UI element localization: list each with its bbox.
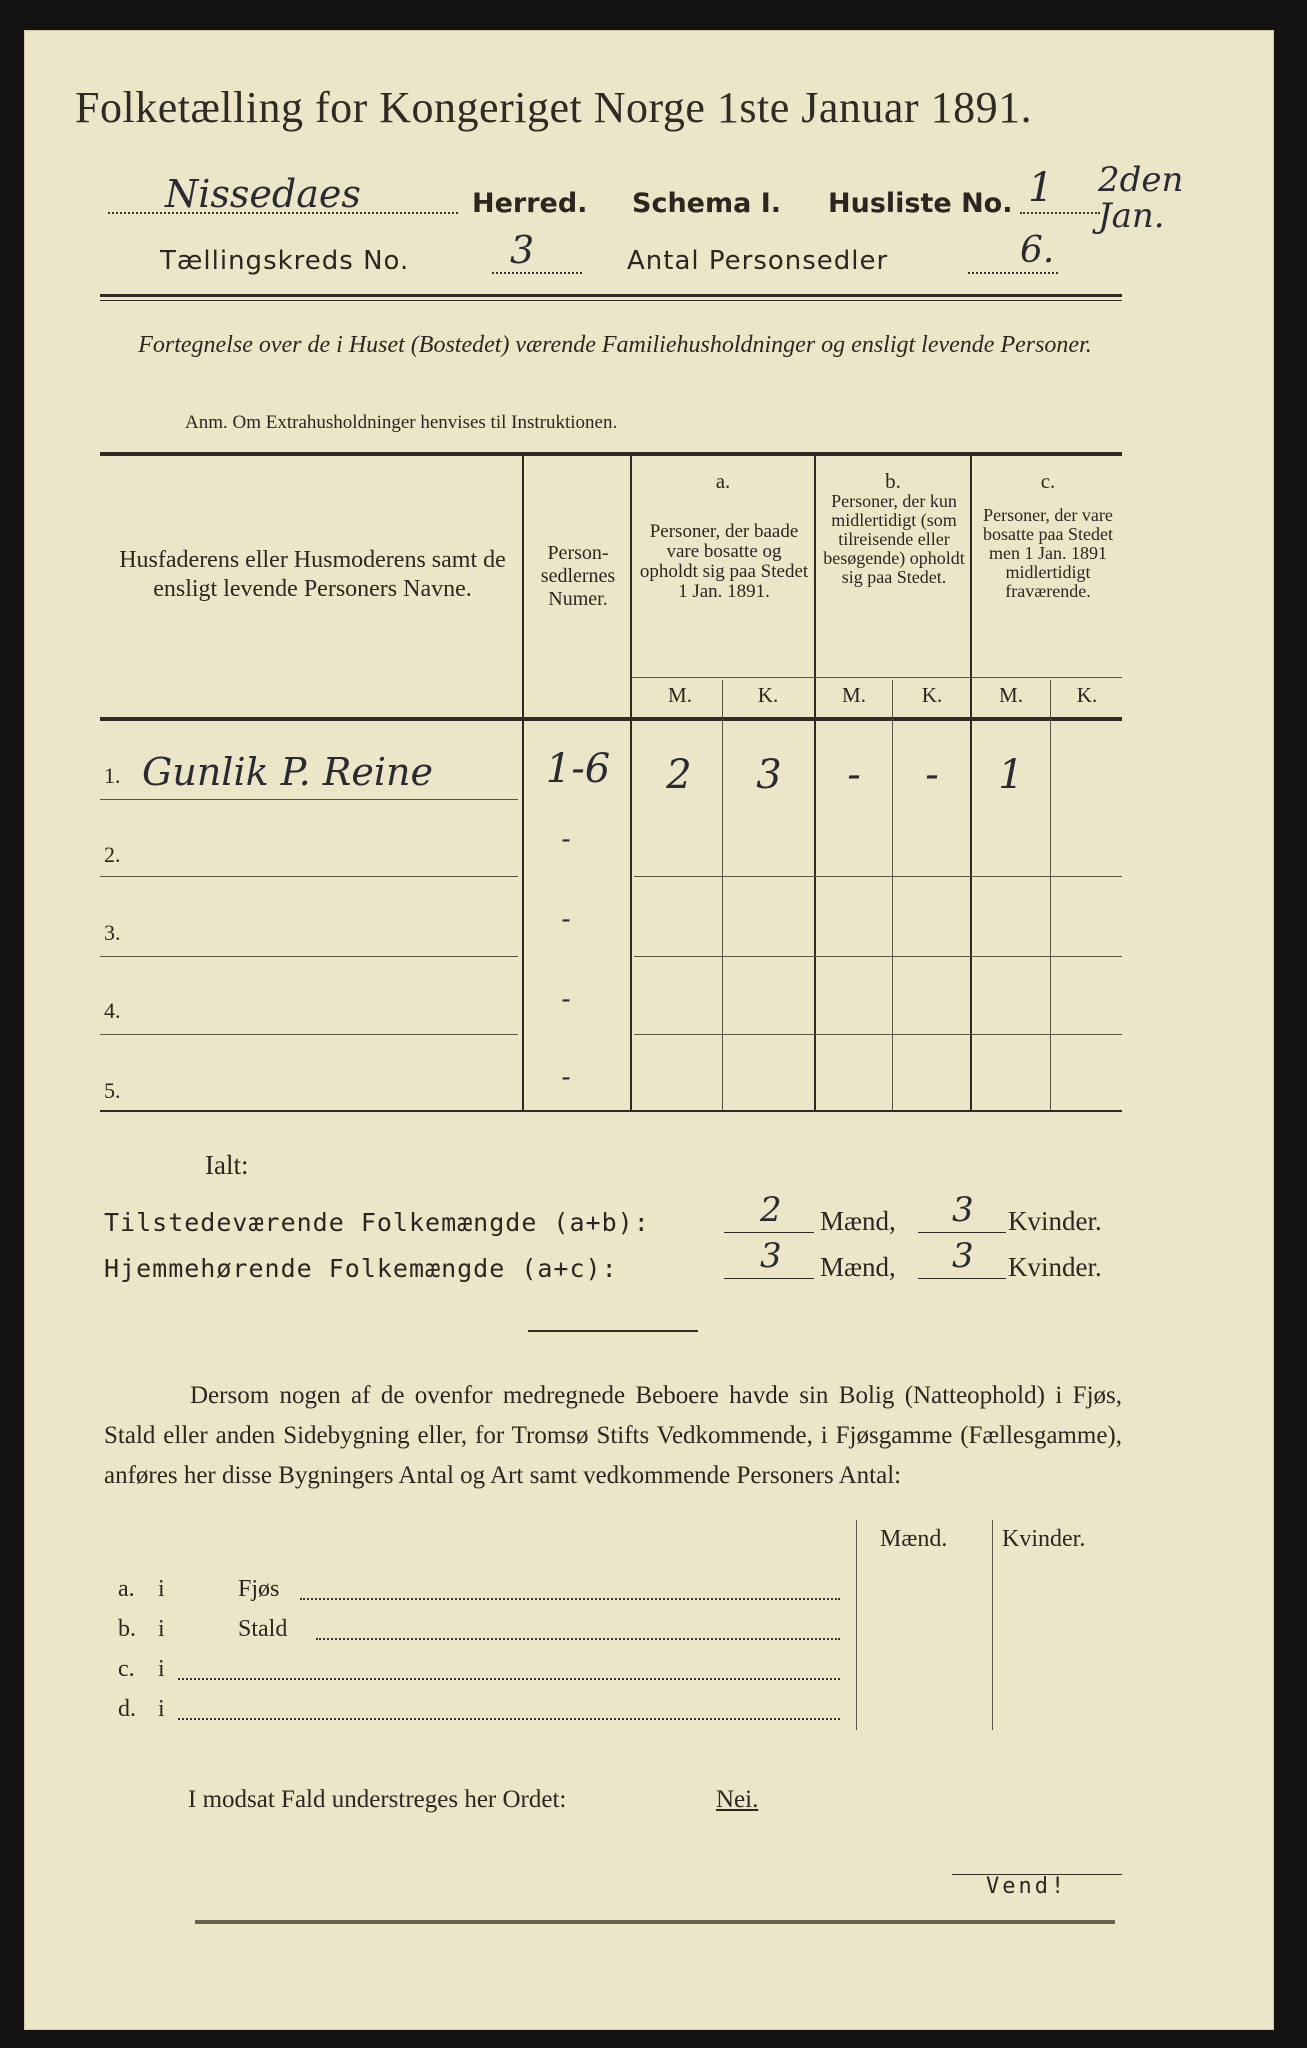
buildings-col-divider-2 [992, 1520, 993, 1730]
row-2-numer: - [561, 822, 571, 855]
row-5-numer: - [561, 1060, 571, 1093]
header-rule-bottom [100, 300, 1122, 301]
row-3-number: 3. [104, 920, 121, 945]
tilstede-kvinder-value: 3 [952, 1190, 974, 1230]
c-m-label: M. [999, 683, 1023, 707]
form-title: Folketælling for Kongeriget Norge 1ste Januar 1891. [75, 83, 1033, 132]
col-header-a-letter: a. [715, 469, 731, 493]
husliste-value: 1 [1028, 165, 1054, 211]
col-header-c-letter: c. [1040, 469, 1056, 493]
personsedler-value: 6. [1020, 230, 1055, 271]
buildings-col-kvinder: Kvinder. [1002, 1526, 1086, 1552]
herred-value: Nissedaes [165, 172, 361, 216]
col-header-c: Personer, der vare bosatte paa Stedet men 1 Jan. 1891 midlertidigt fraværende. [983, 505, 1113, 601]
row-rule-3-data [634, 956, 1122, 957]
hjemme-label: Hjemmehørende Folkemængde (a+c): [104, 1254, 618, 1283]
building-a-letter: a. [118, 1576, 135, 1602]
hjemme-kvinder-line [918, 1278, 1006, 1279]
tilstede-kvinder-line [918, 1232, 1006, 1233]
col-header-name: Husfaderens eller Husmoderens samt de ensligt levende Personers Navne. [119, 547, 506, 602]
row-rule-1-name [100, 799, 518, 800]
a-m-label: M. [668, 683, 692, 707]
section-divider [528, 1330, 698, 1332]
row-1-c-m: 1 [998, 752, 1024, 798]
row-2-number: 2. [104, 842, 121, 867]
hjemme-kvinder-word: Kvinder. [1008, 1252, 1102, 1282]
building-b-label: Stald [238, 1616, 288, 1642]
row-1-number: 1. [104, 763, 121, 788]
table-header-rule [100, 717, 1122, 721]
tilstede-maend-value: 2 [760, 1190, 782, 1230]
col-header-numer: Person-sedlernes Numer. [540, 542, 616, 610]
herred-label: Herred. [472, 188, 588, 219]
building-b-dots [316, 1638, 840, 1640]
schema-label: Schema I. [632, 188, 782, 219]
table-top-rule [100, 452, 1122, 456]
bottom-fold-line [195, 1920, 1115, 1924]
row-1-a-k: 3 [756, 752, 782, 798]
ialt-label: Ialt: [205, 1150, 249, 1180]
building-d-letter: d. [118, 1696, 136, 1722]
col-divider-b-mk [892, 680, 893, 1110]
husliste-note: 2den Jan. [1098, 160, 1184, 236]
row-1-b-m: - [847, 752, 861, 798]
row-1-name: Gunlik P. Reine [142, 750, 433, 794]
col-divider-a-mk [722, 680, 723, 1110]
buildings-col-maend: Mænd. [880, 1526, 948, 1552]
row-rule-2-name [100, 876, 518, 877]
footer-instruction: I modsat Fald understreges her Ordet: [188, 1786, 567, 1813]
row-rule-4-name [100, 1034, 518, 1035]
row-5-number: 5. [104, 1078, 121, 1103]
tilstede-maend-word: Mænd, [820, 1206, 896, 1236]
buildings-paragraph: Dersom nogen af de ovenfor medregnede Beboere havde sin Bolig (Natteophold) i Fjøs, Stald eller anden Sidebygning eller, for Tromsø Stifts Vedkommende, i Fjøsgamme (Fællesgamme), anføres her disse Bygningers Antal og Art samt vedkommende Personers Antal: [104, 1382, 1122, 1489]
b-k-label: K. [921, 683, 943, 707]
col-header-b-letter: b. [885, 469, 901, 493]
row-1-b-k: - [925, 752, 939, 798]
row-4-number: 4. [104, 998, 121, 1023]
hjemme-maend-value: 3 [760, 1236, 782, 1276]
row-rule-2-data [634, 876, 1122, 877]
building-a-label: Fjøs [238, 1576, 280, 1602]
col-divider-name [522, 456, 524, 1110]
col-header-a: Personer, der baade vare bosatte og opholdt sig paa Stedet 1 Jan. 1891. [639, 521, 809, 602]
building-d-dots [178, 1718, 840, 1720]
building-c-letter: c. [118, 1656, 135, 1682]
kreds-label: Tællingskreds No. [160, 246, 410, 276]
building-b-prep: i [158, 1616, 165, 1642]
col-divider-numer [630, 456, 632, 1110]
mk-header-rule [632, 677, 1122, 678]
hjemme-kvinder-value: 3 [952, 1236, 974, 1276]
c-k-label: K. [1076, 683, 1098, 707]
kreds-value: 3 [510, 228, 535, 272]
tilstede-maend-line [724, 1232, 814, 1233]
husliste-dotted-line [1020, 212, 1100, 214]
building-c-dots [178, 1678, 840, 1680]
building-c-prep: i [158, 1656, 165, 1682]
table-bottom-rule [100, 1110, 1122, 1112]
col-divider-c-mk [1050, 680, 1051, 1110]
row-rule-3-name [100, 956, 518, 957]
row-1-a-m: 2 [666, 752, 692, 798]
hjemme-maend-word: Mænd, [820, 1252, 896, 1282]
hjemme-maend-line [724, 1278, 814, 1279]
personsedler-dotted-line [968, 272, 1058, 274]
building-a-prep: i [158, 1576, 165, 1602]
buildings-col-divider-1 [856, 1520, 857, 1730]
building-d-prep: i [158, 1696, 165, 1722]
building-a-dots [300, 1598, 840, 1600]
row-1-numer: 1-6 [545, 746, 611, 792]
anm-note: Anm. Om Extrahusholdninger henvises til Instruktionen. [185, 412, 618, 433]
header-rule-top [100, 294, 1122, 297]
building-b-letter: b. [118, 1616, 136, 1642]
personsedler-label: Antal Personsedler [627, 246, 889, 276]
intro-description: Fortegnelse over de i Huset (Bostedet) værende Familiehusholdninger og ensligt levende Personer. [138, 332, 1092, 358]
husliste-label: Husliste No. [828, 188, 1013, 219]
footer-word-nei: Nei. [716, 1786, 759, 1813]
a-k-label: K. [757, 683, 779, 707]
col-header-b: Personer, der kun midlertidigt (som tilreisende eller besøgende) opholdt sig paa Stedet. [823, 491, 965, 587]
b-m-label: M. [842, 683, 866, 707]
vend-label: Vend! [986, 1874, 1068, 1899]
tilstede-kvinder-word: Kvinder. [1008, 1206, 1102, 1236]
row-rule-4-data [634, 1034, 1122, 1035]
kreds-dotted-line [492, 272, 582, 274]
row-3-numer: - [561, 902, 571, 935]
row-4-numer: - [561, 982, 571, 1015]
tilstede-label: Tilstedeværende Folkemængde (a+b): [104, 1208, 650, 1237]
